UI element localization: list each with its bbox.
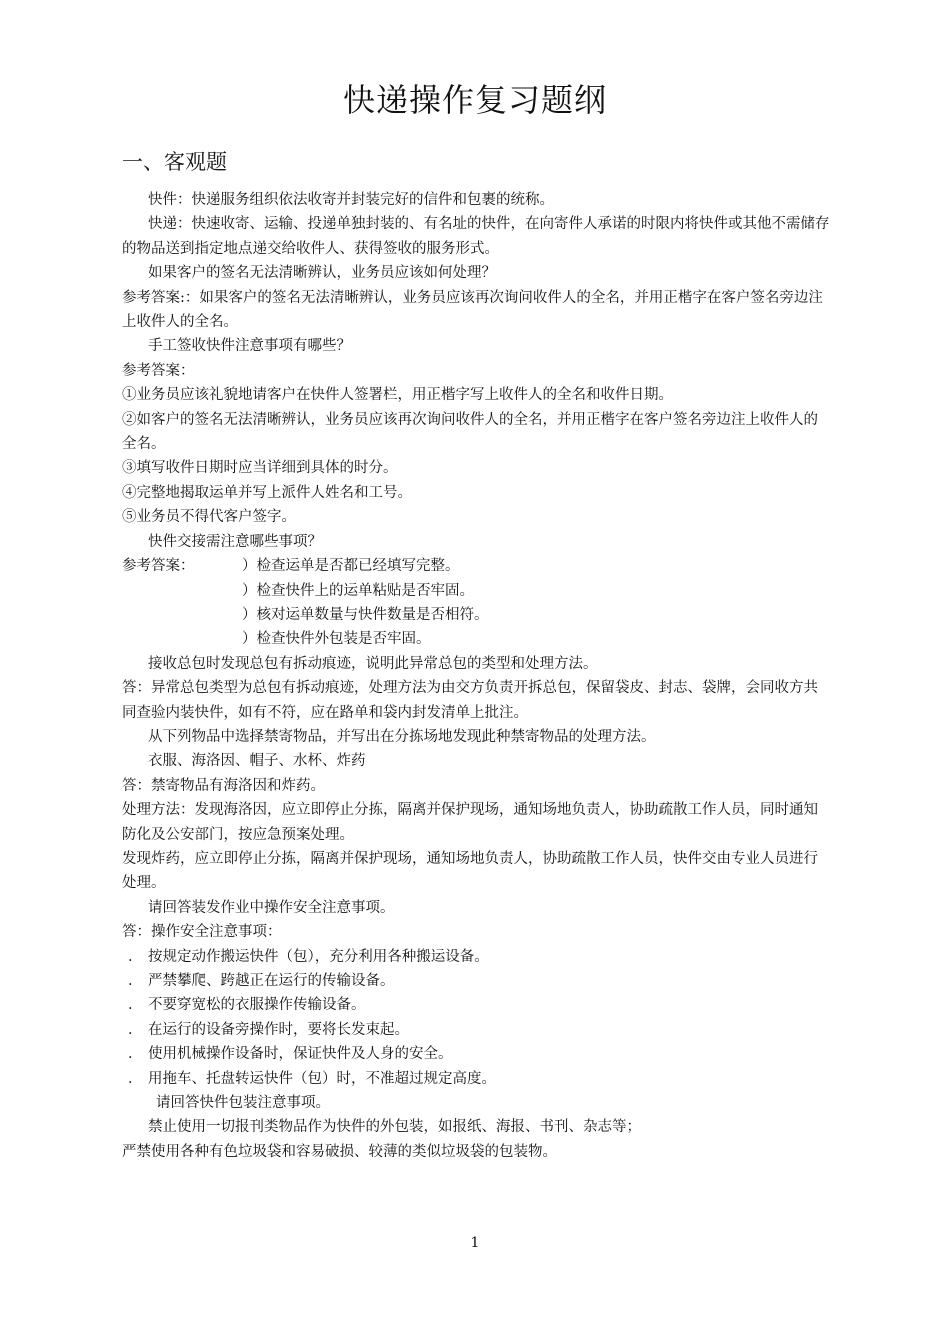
- bullet-marker: ．: [128, 948, 143, 965]
- answer-6-item: 严禁攀爬、跨越正在运行的传输设备。: [148, 973, 395, 989]
- bullet-marker: ．: [128, 1046, 143, 1063]
- answer-6-item: 按规定动作搬运快件（包），充分利用各种搬运设备。: [148, 948, 489, 965]
- definition-kuaijian: 快件：快递服务组织依法收寄并封装完好的信件和包裹的统称。: [148, 192, 554, 208]
- question-4: 接收总包时发现总包有拆动痕迹，说明此异常总包的类型和处理方法。: [148, 655, 598, 672]
- answer-5-line-1: 答：禁寄物品有海洛因和炸药。: [122, 777, 325, 794]
- question-5: 从下列物品中选择禁寄物品，并写出在分拣场地发现此种禁寄物品的处理方法。: [148, 728, 656, 745]
- question-1: 如果客户的签名无法清晰辨认，业务员应该如何处理？: [148, 265, 496, 282]
- bullet-marker: ．: [128, 997, 143, 1014]
- question-3: 快件交接需注意哪些事项？: [148, 533, 322, 550]
- answer-6-item: 用拖车、托盘转运快件（包）时，不准超过规定高度。: [148, 1070, 496, 1087]
- answer-6-item-row: [122, 1042, 832, 1066]
- definition-kuaidi: 快递：快速收寄、运输、投递单独封装的、有名址的快件，在向寄件人承诺的时限内将快件或其他不需储存的物品送到指定地点递交给收件人、获得签收的服务形式。: [122, 216, 830, 257]
- question-7: 请回答快件包装注意事项。: [156, 1095, 330, 1112]
- answer-6-item: 在运行的设备旁操作时，要将长发束起。: [148, 1021, 409, 1038]
- answer-3-label: 参考答案：: [122, 558, 195, 575]
- answer-3-item: ）检查运单是否都已经填写完整。: [242, 558, 460, 575]
- answer-6-label: 答：操作安全注意事项：: [122, 924, 282, 941]
- bullet-marker: ．: [128, 973, 143, 989]
- answer-6-item-row: [122, 993, 832, 1017]
- answer-5-line-2: 处理方法：发现海洛因，应立即停止分拣，隔离并保护现场，通知场地负责人，协助疏散工作人员，同时通知防化及公安部门，按应急预案处理。: [122, 802, 818, 843]
- answer-3-item: ）检查快件上的运单粘贴是否牢固。: [242, 582, 474, 599]
- document-body: [122, 188, 832, 1164]
- answer-2-item: ④完整地揭取运单并写上派件人姓名和工号。: [122, 484, 412, 501]
- answer-5-line-3: 发现炸药，应立即停止分拣，隔离并保护现场，通知场地负责人，协助疏散工作人员，快件交由专业人员进行处理。: [122, 850, 818, 892]
- page-title: 快递操作复习题纲: [342, 81, 607, 119]
- answer-6-item-row: [122, 969, 832, 993]
- answer-6-item-row: [122, 945, 832, 969]
- answer-3-item: ）检查快件外包装是否牢固。: [242, 631, 431, 648]
- answer-6-item-row: [122, 1067, 832, 1091]
- answer-2-item: ③填写收件日期时应当详细到具体的时分。: [122, 460, 398, 477]
- section-heading: 一、客观题: [122, 150, 227, 174]
- page-number: 1: [470, 1235, 480, 1251]
- answer-2-item: ②如客户的签名无法清晰辨认，业务员应该再次询问收件人的全名，并用正楷字在客户签名旁边注上收件人的全名。: [122, 411, 818, 453]
- answer-6-item-row: [122, 1018, 832, 1042]
- answer-2-item: ⑤业务员不得代客户签字。: [122, 509, 296, 526]
- question-2: 手工签收快件注意事项有哪些？: [148, 338, 351, 355]
- answer-7: 禁止使用一切报刊类物品作为快件的外包装，如报纸、海报、书刊、杂志等；严禁使用各种有色垃圾袋和容易破损、较薄的类似垃圾袋的包装物。: [122, 1119, 641, 1160]
- answer-1: 参考答案:：如果客户的签名无法清晰辨认，业务员应该再次询问收件人的全名，并用正楷字在客户签名旁边注上收件人的全名。: [122, 289, 823, 331]
- question-6: 请回答装发作业中操作安全注意事项。: [148, 899, 395, 916]
- answer-4: 答：异常总包类型为总包有拆动痕迹，处理方法为由交方负责开拆总包，保留袋皮、封志、袋牌，会同收方共同查验内装快件，如有不符，应在路单和袋内封发清单上批注。: [122, 680, 818, 721]
- answer-3-item: ）核对运单数量与快件数量是否相符。: [242, 606, 489, 623]
- answer-6-item: 使用机械操作设备时，保证快件及人身的安全。: [148, 1046, 453, 1063]
- bullet-marker: ．: [128, 1021, 143, 1038]
- answer-3-first-row: [122, 554, 832, 578]
- bullet-marker: ．: [128, 1070, 143, 1087]
- question-5-options: 衣服、海洛因、帽子、水杯、炸药: [148, 753, 366, 770]
- answer-2-label: 参考答案：: [122, 362, 195, 379]
- answer-2-item: ①业务员应该礼貌地请客户在快件人签署栏，用正楷字写上收件人的全名和收件日期。: [122, 387, 673, 404]
- answer-6-item: 不要穿宽松的衣服操作传输设备。: [148, 997, 366, 1014]
